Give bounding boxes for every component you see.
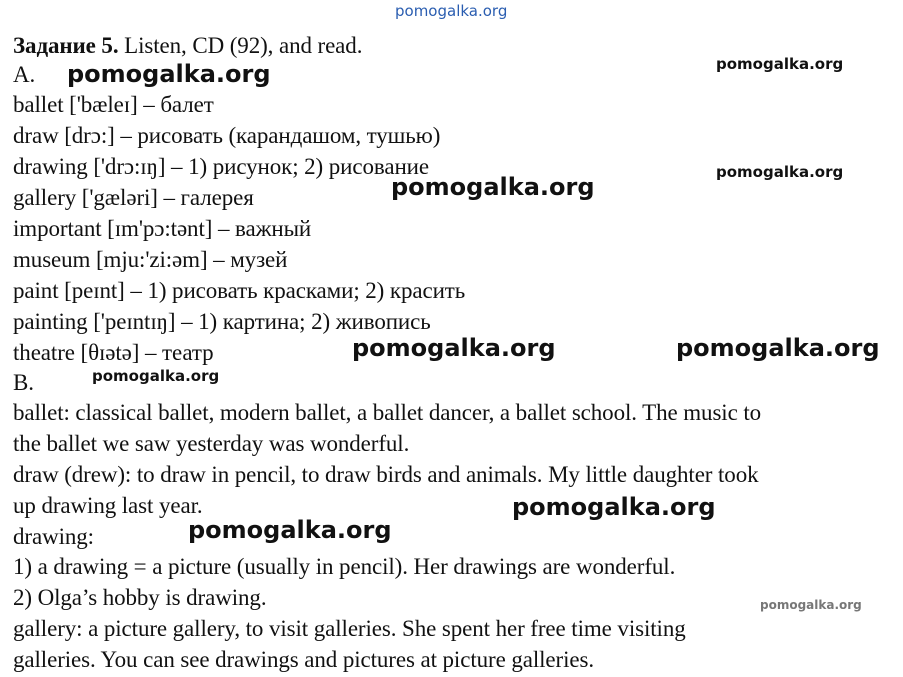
vocab-entry-painting: painting ['peɪntɪŋ] – 1) картина; 2) живопись	[13, 309, 431, 334]
section-b-line: gallery: a picture gallery, to visit galleries. She spent her free time visiting	[13, 616, 686, 641]
section-b-label: B.	[13, 370, 34, 395]
section-b-line: galleries. You can see drawings and pictures at picture galleries.	[13, 647, 594, 672]
watermark: pomogalka.org	[716, 163, 844, 181]
vocab-entry-important: important [ɪm'pɔ:tənt] – важный	[13, 216, 312, 241]
section-b-line: 2) Olga’s hobby is drawing.	[13, 585, 267, 610]
vocab-entry-theatre: theatre [θɪətə] – театр	[13, 340, 214, 365]
section-b-line: 1) a drawing = a picture (usually in pencil). Her drawings are wonderful.	[13, 554, 676, 579]
section-b-line: draw (drew): to draw in pencil, to draw birds and animals. My little daughter took	[13, 462, 759, 487]
watermark: pomogalka.org	[391, 173, 595, 201]
task-number: Задание 5.	[13, 33, 119, 58]
section-b-line: drawing:	[13, 524, 94, 549]
watermark: pomogalka.org	[67, 60, 271, 88]
vocab-entry-museum: museum [mju:'zi:əm] – музей	[13, 247, 288, 272]
watermark: pomogalka.org	[760, 598, 862, 612]
vocab-entry-paint: paint [peɪnt] – 1) рисовать красками; 2) красить	[13, 278, 466, 303]
watermark: pomogalka.org	[512, 493, 716, 521]
vocab-entry-drawing: drawing ['drɔ:ɪŋ] – 1) рисунок; 2) рисование	[13, 154, 429, 179]
section-a-label: A.	[13, 62, 36, 87]
section-b-line: the ballet we saw yesterday was wonderful.	[13, 431, 410, 456]
vocab-entry-ballet: ballet ['bæleɪ] – балет	[13, 92, 214, 117]
section-b-line: ballet: classical ballet, modern ballet, a ballet dancer, a ballet school. The music to	[13, 400, 762, 425]
vocab-entry-gallery: gallery ['gæləri] – галерея	[13, 185, 254, 210]
top-watermark-link[interactable]: pomogalka.org	[395, 2, 508, 20]
watermark: pomogalka.org	[92, 367, 220, 385]
watermark: pomogalka.org	[716, 55, 844, 73]
watermark: pomogalka.org	[188, 516, 392, 544]
section-b-line: up drawing last year.	[13, 493, 203, 518]
task-title	[13, 30, 362, 61]
watermark: pomogalka.org	[676, 334, 880, 362]
vocab-entry-draw: draw [drɔ:] – рисовать (карандашом, тушью)	[13, 123, 441, 148]
task-instruction: Listen, CD (92), and read.	[118, 33, 363, 58]
watermark: pomogalka.org	[352, 334, 556, 362]
